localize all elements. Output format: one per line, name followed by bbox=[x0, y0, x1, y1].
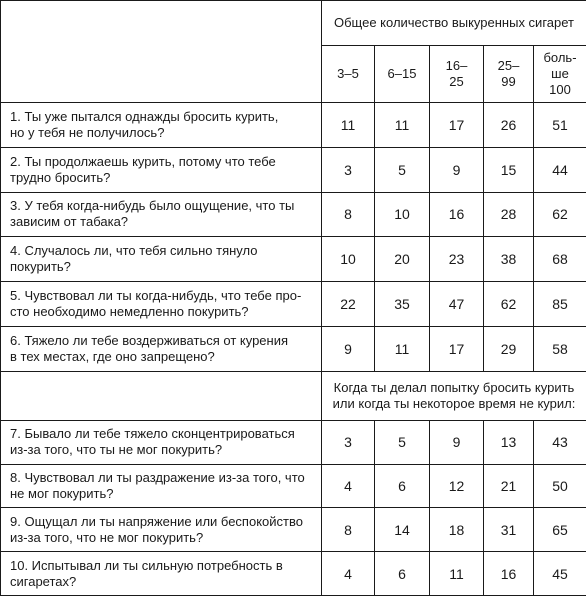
value-cell: 16 bbox=[430, 192, 484, 237]
column-header: 3–5 bbox=[322, 45, 375, 102]
value-cell: 13 bbox=[484, 420, 534, 464]
table-row bbox=[1, 282, 586, 327]
column-header: 16– 25 bbox=[430, 45, 484, 102]
column-header: боль- ше 100 bbox=[534, 45, 586, 102]
value-cell: 9 bbox=[430, 147, 484, 192]
value-cell: 3 bbox=[322, 420, 375, 464]
value-cell: 47 bbox=[430, 282, 484, 327]
value-cell: 11 bbox=[430, 552, 484, 596]
table-row bbox=[1, 327, 586, 372]
value-cell: 43 bbox=[534, 420, 586, 464]
value-cell: 17 bbox=[430, 327, 484, 372]
value-cell: 22 bbox=[322, 282, 375, 327]
question-cell: 5. Чувствовал ли ты когда-нибудь, что тебе про- сто необходимо немедленно покурить? bbox=[1, 282, 322, 327]
table-row bbox=[1, 464, 586, 508]
value-cell: 14 bbox=[375, 508, 430, 552]
value-cell: 44 bbox=[534, 147, 586, 192]
value-cell: 20 bbox=[375, 237, 430, 282]
question-cell: 10. Испытывал ли ты сильную потребность в сигаретах? bbox=[1, 552, 322, 596]
question-cell: 1. Ты уже пытался однажды бросить курить, но у тебя не получилось? bbox=[1, 102, 322, 147]
value-cell: 65 bbox=[534, 508, 586, 552]
value-cell: 11 bbox=[322, 102, 375, 147]
value-cell: 17 bbox=[430, 102, 484, 147]
question-cell: 4. Случалось ли, что тебя сильно тянуло покурить? bbox=[1, 237, 322, 282]
value-cell: 12 bbox=[430, 464, 484, 508]
question-cell: 7. Бывало ли тебе тяжело сконцентрироваться из-за того, что ты не мог покурить? bbox=[1, 420, 322, 464]
question-cell: 6. Тяжело ли тебе воздерживаться от курения в тех местах, где оно запрещено? bbox=[1, 327, 322, 372]
value-cell: 4 bbox=[322, 552, 375, 596]
header-title: Общее количество выкуренных сигарет bbox=[322, 1, 586, 46]
value-cell: 3 bbox=[322, 147, 375, 192]
table-row bbox=[1, 508, 586, 552]
value-cell: 29 bbox=[484, 327, 534, 372]
table-row bbox=[1, 147, 586, 192]
value-cell: 38 bbox=[484, 237, 534, 282]
column-header: 6–15 bbox=[375, 45, 430, 102]
value-cell: 68 bbox=[534, 237, 586, 282]
value-cell: 51 bbox=[534, 102, 586, 147]
column-header: 25– 99 bbox=[484, 45, 534, 102]
value-cell: 9 bbox=[430, 420, 484, 464]
value-cell: 50 bbox=[534, 464, 586, 508]
value-cell: 10 bbox=[322, 237, 375, 282]
table-row bbox=[1, 420, 586, 464]
subheader-blank-cell bbox=[1, 371, 322, 420]
subheader-text: Когда ты делал попытку бросить курить или когда ты некоторое время не курил: bbox=[322, 371, 586, 420]
table-row bbox=[1, 192, 586, 237]
table-row bbox=[1, 552, 586, 596]
question-cell: 9. Ощущал ли ты напряжение или беспокойство из-за того, что не мог покурить? bbox=[1, 508, 322, 552]
question-cell: 3. У тебя когда-нибудь было ощущение, что ты зависим от табака? bbox=[1, 192, 322, 237]
value-cell: 6 bbox=[375, 552, 430, 596]
value-cell: 8 bbox=[322, 508, 375, 552]
table-row bbox=[1, 237, 586, 282]
value-cell: 15 bbox=[484, 147, 534, 192]
corner-cell bbox=[1, 1, 322, 103]
value-cell: 26 bbox=[484, 102, 534, 147]
value-cell: 9 bbox=[322, 327, 375, 372]
value-cell: 11 bbox=[375, 327, 430, 372]
value-cell: 21 bbox=[484, 464, 534, 508]
value-cell: 58 bbox=[534, 327, 586, 372]
value-cell: 85 bbox=[534, 282, 586, 327]
value-cell: 8 bbox=[322, 192, 375, 237]
value-cell: 16 bbox=[484, 552, 534, 596]
value-cell: 62 bbox=[484, 282, 534, 327]
question-cell: 2. Ты продолжаешь курить, потому что тебе трудно бросить? bbox=[1, 147, 322, 192]
value-cell: 31 bbox=[484, 508, 534, 552]
question-cell: 8. Чувствовал ли ты раздражение из-за того, что не мог покурить? bbox=[1, 464, 322, 508]
value-cell: 4 bbox=[322, 464, 375, 508]
value-cell: 35 bbox=[375, 282, 430, 327]
value-cell: 28 bbox=[484, 192, 534, 237]
subheader-row bbox=[1, 371, 586, 420]
value-cell: 5 bbox=[375, 420, 430, 464]
table-row bbox=[1, 102, 586, 147]
value-cell: 6 bbox=[375, 464, 430, 508]
value-cell: 23 bbox=[430, 237, 484, 282]
value-cell: 10 bbox=[375, 192, 430, 237]
value-cell: 11 bbox=[375, 102, 430, 147]
value-cell: 18 bbox=[430, 508, 484, 552]
value-cell: 45 bbox=[534, 552, 586, 596]
value-cell: 5 bbox=[375, 147, 430, 192]
value-cell: 62 bbox=[534, 192, 586, 237]
